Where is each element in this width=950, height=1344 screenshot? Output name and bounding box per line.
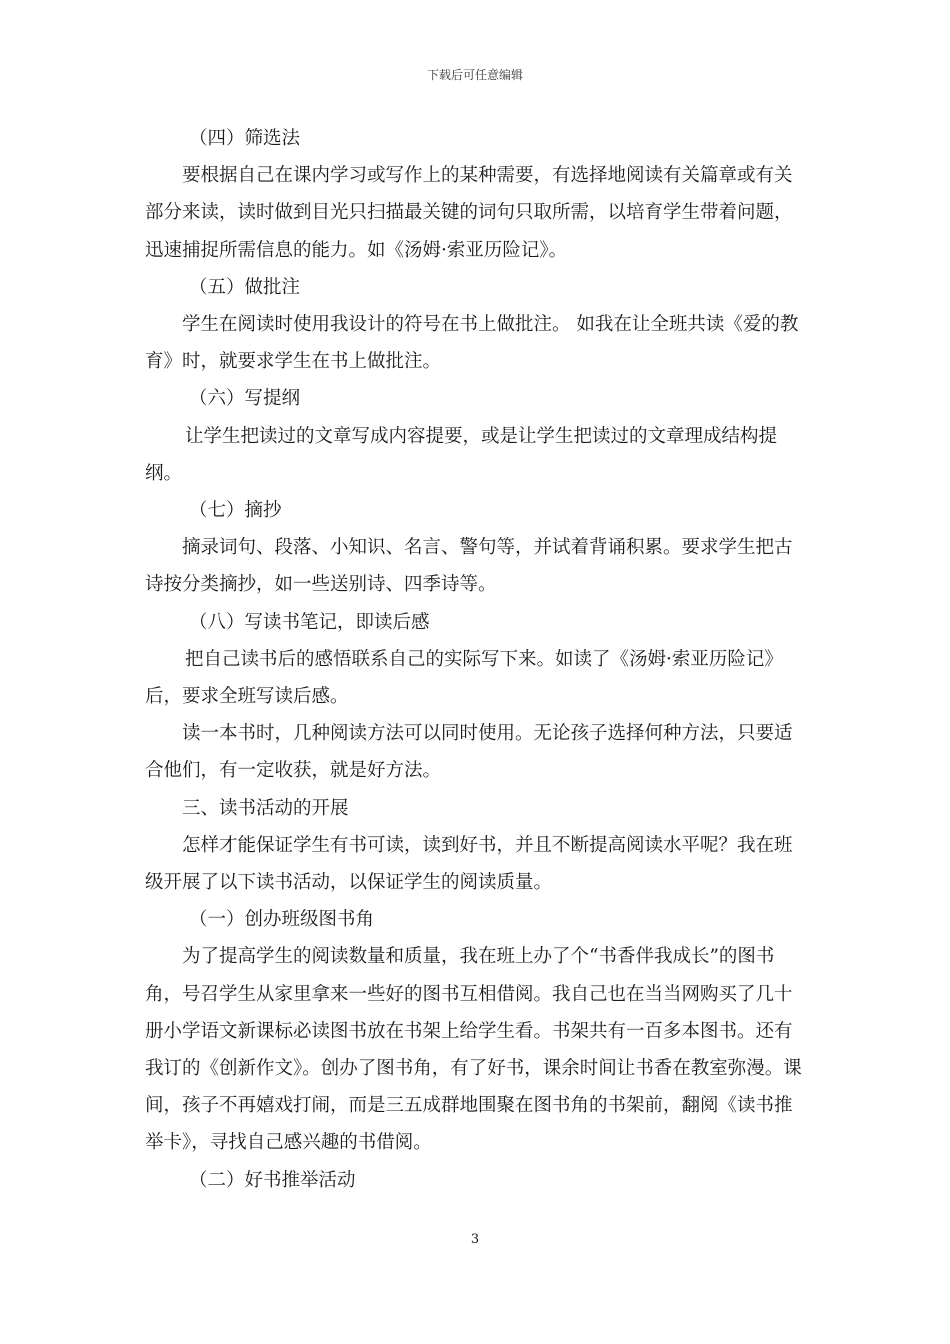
document-body xyxy=(145,120,810,1199)
paragraph: 让学生把读过的文章写成内容提要，或是让学生把读过的文章理成结构提纲。 xyxy=(145,425,778,484)
paragraph: 摘录词句、段落、小知识、名言、警句等，并试着背诵积累。要求学生把古诗按分类摘抄，如一些送别诗、四季诗等。 xyxy=(145,537,793,596)
paragraph: 怎样才能保证学生有书可读，读到好书，并且不断提高阅读水平呢？我在班级开展了以下读书活动，以保证学生的阅读质量。 xyxy=(145,834,793,894)
paragraph: 把自己读书后的感悟联系自己的实际写下来。如读了《汤姆·索亚历险记》后，要求全班写读后感。 xyxy=(145,648,783,708)
page-number: 3 xyxy=(470,1232,480,1247)
subheading-book-corner: （一）创办班级图书角 xyxy=(189,909,375,931)
paragraph: 为了提高学生的阅读数量和质量，我在班上办了个“书香伴我成长”的图书角，号召学生从家里拿来一些好的图书互相借阅。我自己也在当当网购买了几十册小学语文新课标必读图书放在书架上给学生看。书架共有一百多本图书。还有我订的《创新作文》。创办了图书角，有了好书，课余时间让书香在教室弥漫。课间，孩子不再嬉戏打闹，而是三五成群地围聚在图书角的书架前，翻阅《读书推举卡》，寻找自己感兴趣的书借阅。 xyxy=(145,946,802,1154)
subheading-book-recommendation: （二）好书推举活动 xyxy=(189,1169,356,1191)
subheading-screening: （四）筛选法 xyxy=(189,128,301,149)
page-header: 下载后可任意编辑 xyxy=(426,68,523,82)
subheading-excerpt: （七）摘抄 xyxy=(189,500,282,522)
subheading-annotation: （五）做批注 xyxy=(189,276,301,298)
paragraph: 要根据自己在课内学习或写作上的某种需要，有选择地阅读有关篇章或有关部分来读，读时做到目光只扫描最关键的词句只取所需，以培育学生带着问题，迅速捕捉所需信息的能力。如《汤姆·索亚历险记》。 xyxy=(145,165,793,261)
subheading-reading-notes: （八）写读书笔记，即读后感 xyxy=(189,611,430,633)
paragraph: 学生在阅读时使用我设计的符号在书上做批注。 如我在让全班共读《爱的教育》时，就要求学生在书上做批注。 xyxy=(145,314,799,373)
paragraph: 读一本书时，几种阅读方法可以同时使用。无论孩子选择何种方法，只要适合他们，有一定收获，就是好方法。 xyxy=(145,723,793,782)
subheading-outline: （六）写提纲 xyxy=(189,388,301,410)
section-heading: 三、读书活动的开展 xyxy=(182,797,349,819)
